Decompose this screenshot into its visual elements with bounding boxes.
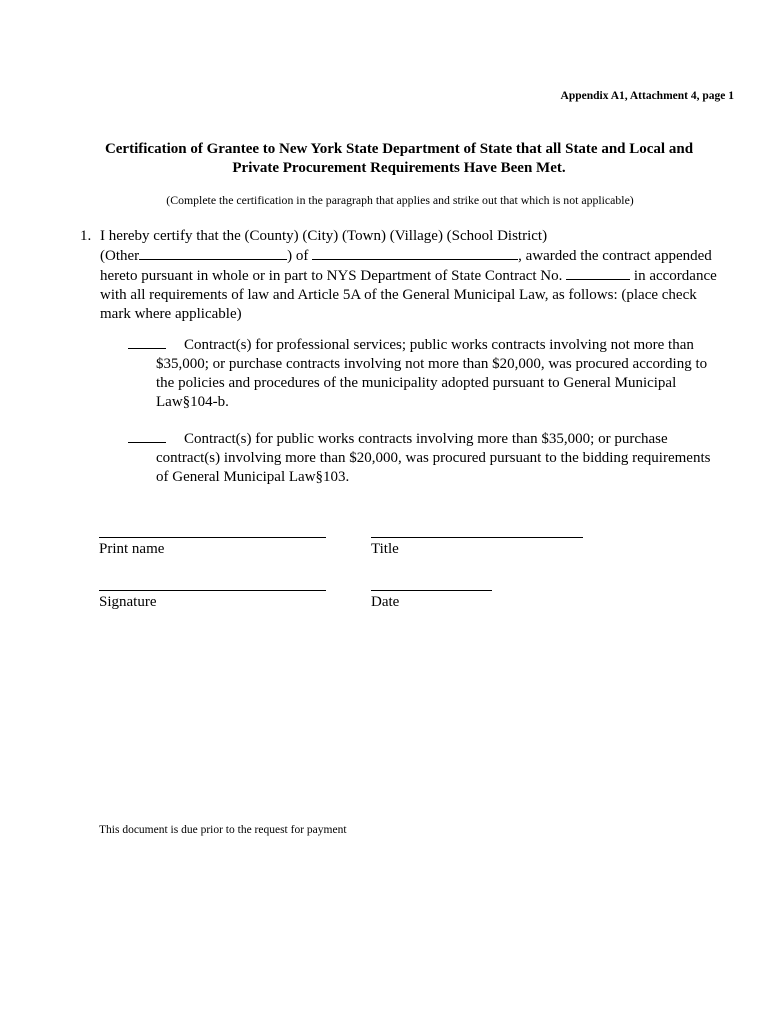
option2-line-1-text: Contract(s) for public works contracts involving more than $35,000; or purchase xyxy=(184,431,668,447)
option2-check-blank[interactable] xyxy=(128,430,166,443)
title-label: Title xyxy=(371,541,399,557)
option1-line-2: $35,000; or purchase contracts involving not more than $20,000, was procured according to xyxy=(156,356,708,372)
option2-line-1 xyxy=(128,430,728,449)
option1-line-1 xyxy=(128,336,728,355)
contract-no-label: hereto pursuant in whole or in part to NYS Department of State Contract No. xyxy=(100,268,563,284)
paragraph-line-2 xyxy=(100,246,720,266)
other-label: (Other xyxy=(100,248,140,264)
of-label: ) of xyxy=(287,248,309,264)
option-professional-services xyxy=(128,336,728,412)
header-reference: Appendix A1, Attachment 4, page 1 xyxy=(560,90,734,102)
signature-field[interactable] xyxy=(99,590,326,591)
other-blank-field[interactable] xyxy=(139,246,287,260)
item-number: 1. xyxy=(80,228,92,244)
document-title xyxy=(60,140,738,178)
date-field[interactable] xyxy=(371,590,492,591)
municipality-blank-field[interactable] xyxy=(312,246,518,260)
option2-line-2: contract(s) involving more than $20,000, was procured pursuant to the bidding requirements xyxy=(156,450,711,466)
option1-line-4: Law§104-b. xyxy=(156,394,229,410)
date-label: Date xyxy=(371,594,400,610)
print-name-field[interactable] xyxy=(99,537,326,538)
title-line-2: Private Procurement Requirements Have Been Met. xyxy=(232,160,566,176)
footer-note: This document is due prior to the request for payment xyxy=(99,824,347,836)
paragraph-line-1: I hereby certify that the (County) (City) (Town) (Village) (School District) xyxy=(100,228,548,244)
option2-line-3: of General Municipal Law§103. xyxy=(156,469,350,485)
awarded-text: , awarded the contract appended xyxy=(518,248,712,264)
title-line-1: Certification of Grantee to New York State Department of State that all State and Local and xyxy=(104,141,694,157)
option1-line-1-text: Contract(s) for professional services; public works contracts involving not more than xyxy=(184,337,694,353)
option1-line-3: the policies and procedures of the municipality adopted pursuant to General Municipal xyxy=(156,375,677,391)
instruction-text: (Complete the certification in the paragraph that applies and strike out that which is not applicable) xyxy=(166,193,634,207)
option1-check-blank[interactable] xyxy=(128,336,166,349)
title-field[interactable] xyxy=(371,537,583,538)
signature-label: Signature xyxy=(99,594,157,610)
paragraph-line-5: mark where applicable) xyxy=(100,306,242,322)
in-accordance-text: in accordance xyxy=(633,268,717,284)
paragraph-line-4: with all requirements of law and Article 5A of the General Municipal Law, as follows: (place check xyxy=(100,287,697,303)
paragraph-line-3 xyxy=(100,266,720,286)
certification-paragraph xyxy=(100,227,720,324)
option-public-works xyxy=(128,430,728,487)
contract-number-blank-field[interactable] xyxy=(566,266,630,280)
print-name-label: Print name xyxy=(99,541,165,557)
